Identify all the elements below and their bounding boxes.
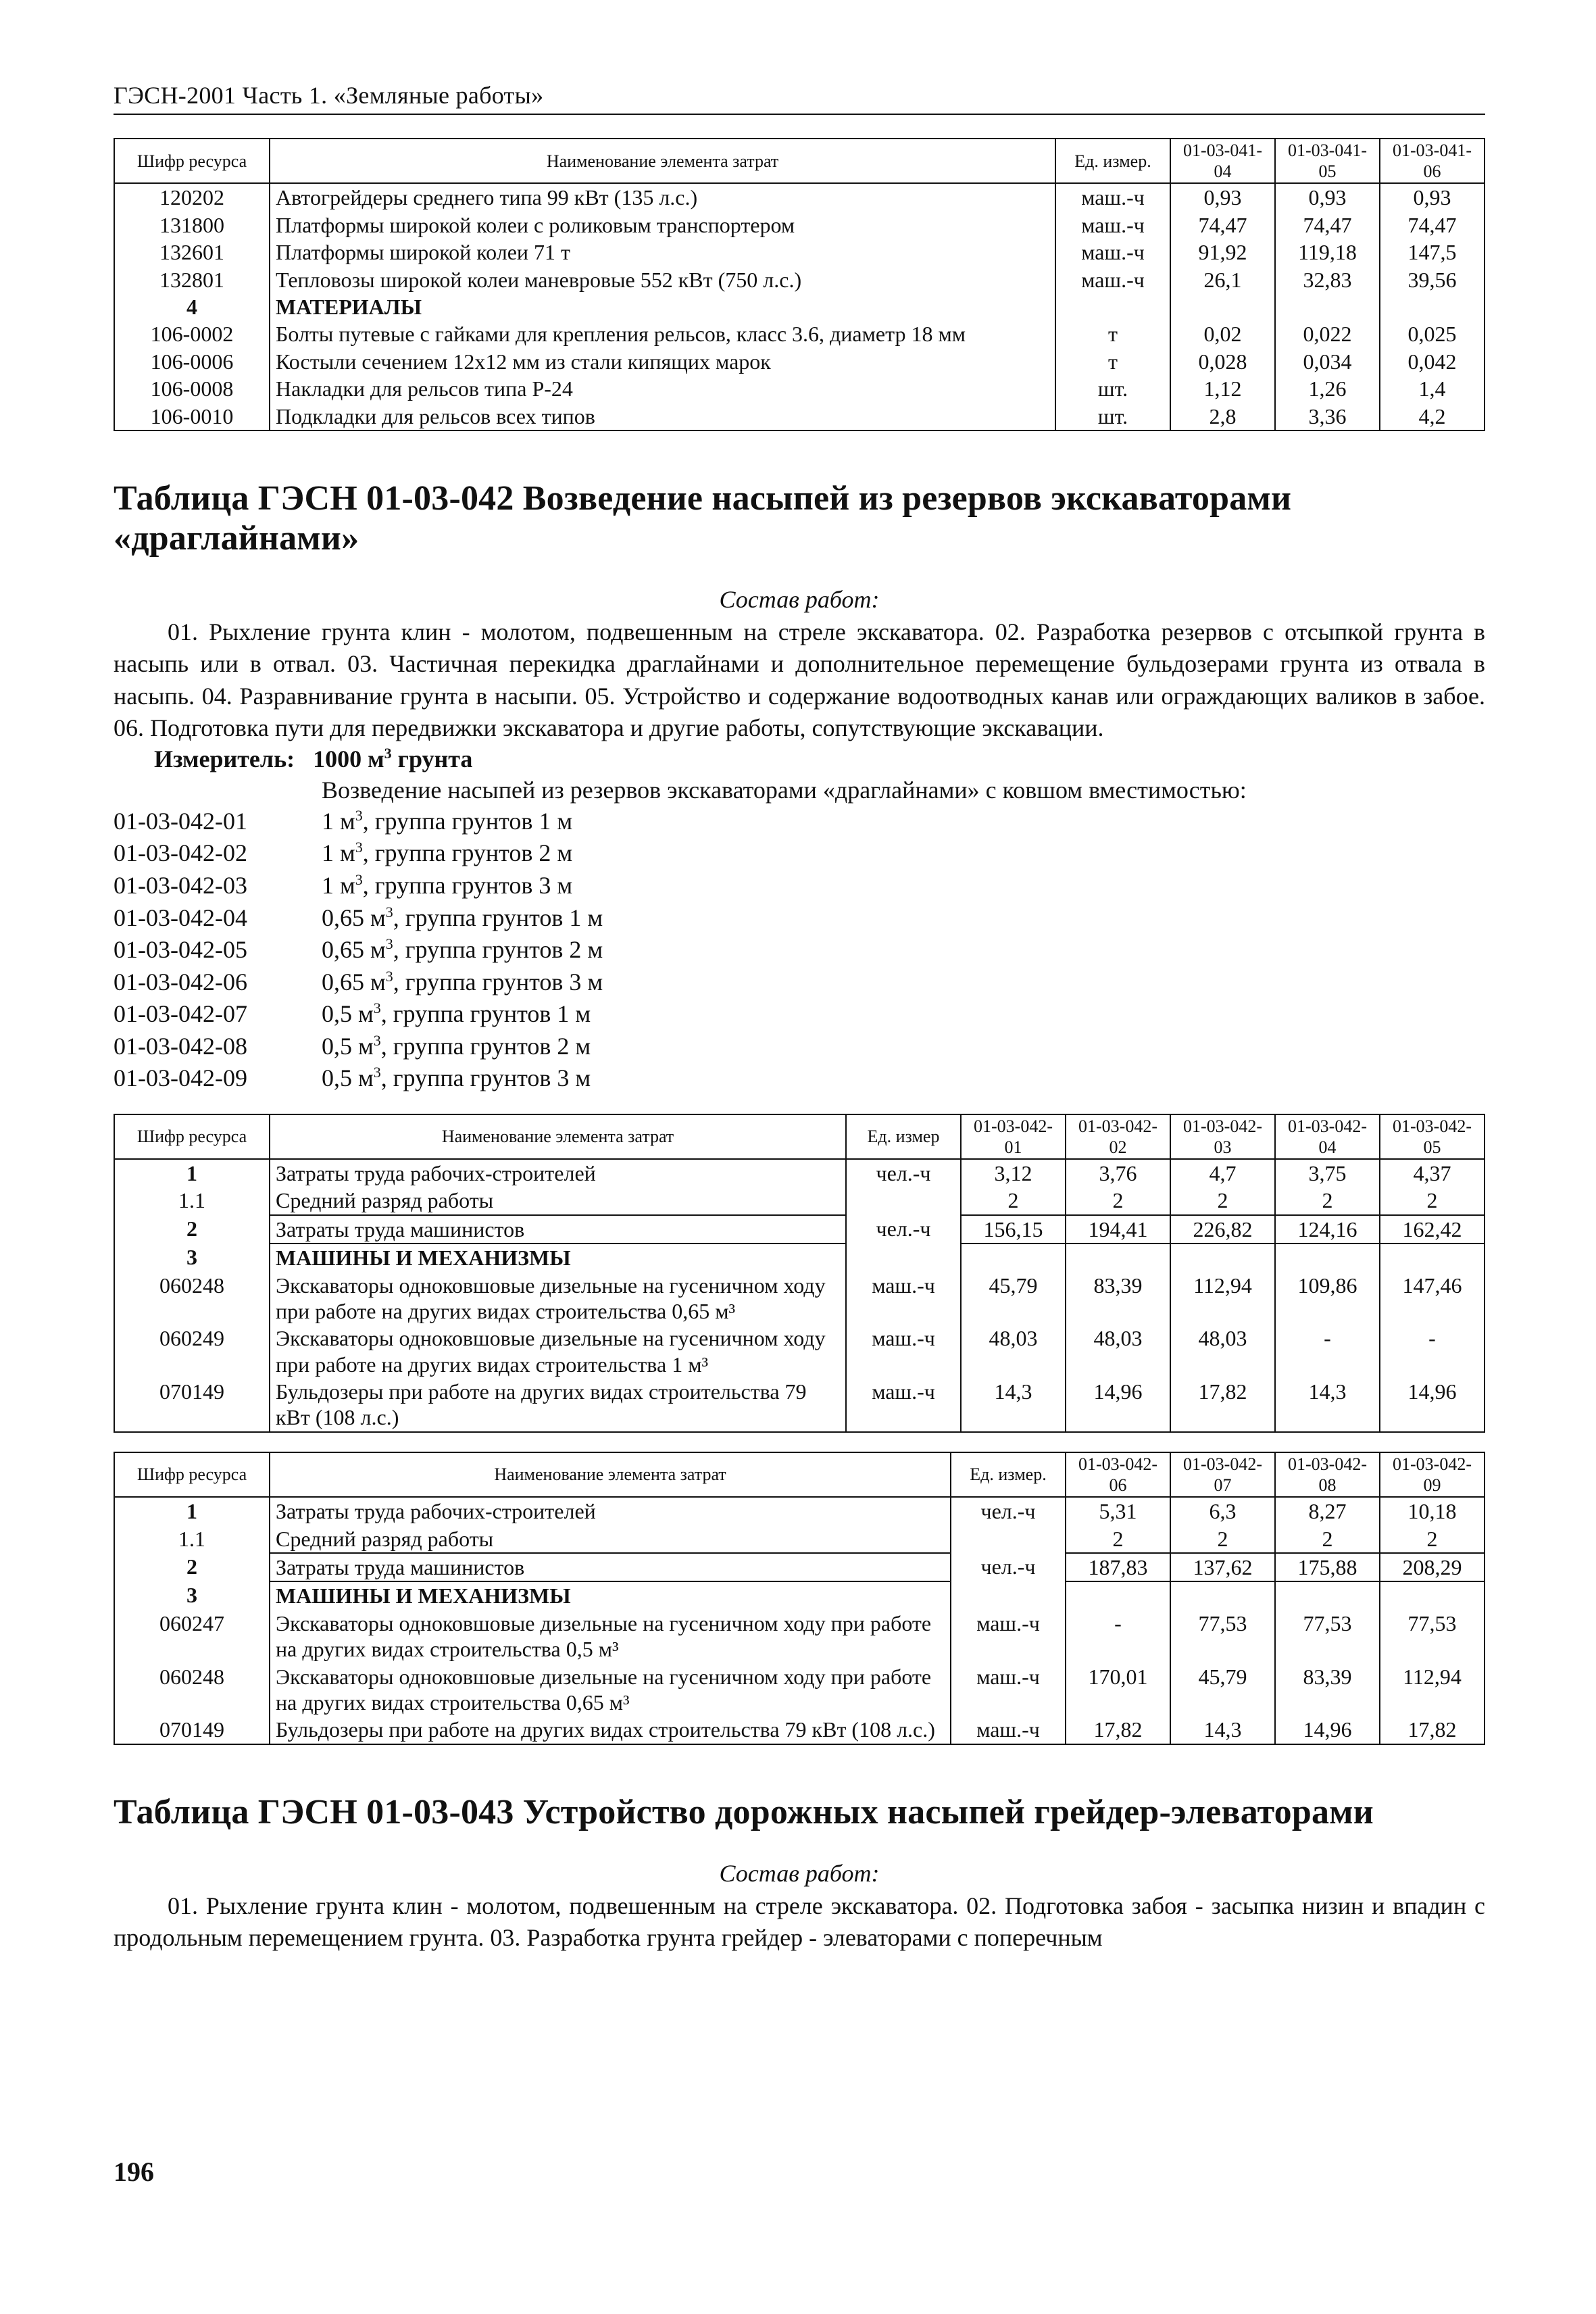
resource-value: 14,96 bbox=[1380, 1378, 1485, 1432]
norm-bucket: 1 м bbox=[322, 871, 355, 899]
table-row bbox=[114, 1244, 1485, 1271]
norm-description bbox=[322, 902, 603, 935]
resource-unit: маш.-ч bbox=[1055, 212, 1170, 239]
resource-value bbox=[1380, 293, 1485, 320]
resource-value: 175,88 bbox=[1275, 1553, 1380, 1581]
resource-code: 070149 bbox=[114, 1378, 270, 1432]
resource-value: 14,3 bbox=[1275, 1378, 1380, 1432]
resource-value: 2,8 bbox=[1170, 403, 1275, 430]
resource-value: 74,47 bbox=[1275, 212, 1380, 239]
norm-group: , группа грунтов 3 м bbox=[380, 1064, 591, 1092]
page-number: 196 bbox=[114, 2157, 154, 2187]
resource-name: Экскаваторы одноковшовые дизельные на гусеничном ходу при работе на других видах строительства 1 м³ bbox=[270, 1325, 846, 1378]
column-header: Шифр ресурса bbox=[114, 1114, 270, 1159]
norm-item bbox=[114, 902, 1485, 935]
resource-unit bbox=[951, 1525, 1066, 1553]
resource-code: 060248 bbox=[114, 1663, 270, 1717]
column-header: Наименование элемента затрат bbox=[270, 1114, 846, 1159]
resource-value: 0,042 bbox=[1380, 348, 1485, 375]
resource-unit: шт. bbox=[1055, 403, 1170, 430]
column-header: 01-03-042-05 bbox=[1380, 1114, 1485, 1159]
norm-description bbox=[322, 1062, 591, 1095]
resource-name: Бульдозеры при работе на других видах строительства 79 кВт (108 л.с.) bbox=[270, 1716, 951, 1744]
resource-value: 0,025 bbox=[1380, 320, 1485, 347]
table-row bbox=[114, 1497, 1485, 1525]
resource-unit bbox=[1055, 293, 1170, 320]
column-header: 01-03-042-08 bbox=[1275, 1452, 1380, 1497]
resource-value: 14,3 bbox=[1170, 1716, 1275, 1744]
table-row bbox=[114, 1159, 1485, 1187]
resource-value: 77,53 bbox=[1275, 1610, 1380, 1663]
table-row bbox=[114, 1325, 1485, 1378]
resource-value: 124,16 bbox=[1275, 1215, 1380, 1244]
resource-value: 91,92 bbox=[1170, 239, 1275, 266]
resource-value: 2 bbox=[1275, 1525, 1380, 1553]
norm-item bbox=[114, 998, 1485, 1031]
column-header: 01-03-042-01 bbox=[961, 1114, 1066, 1159]
norm-code: 01-03-042-01 bbox=[114, 807, 247, 835]
table-row bbox=[114, 1215, 1485, 1244]
column-header: 01-03-042-02 bbox=[1066, 1114, 1170, 1159]
table-row bbox=[114, 293, 1485, 320]
measure-value: 1000 м bbox=[313, 745, 384, 772]
resource-value bbox=[1066, 1581, 1170, 1609]
resource-value: 109,86 bbox=[1275, 1272, 1380, 1325]
column-header: 01-03-041-06 bbox=[1380, 139, 1485, 183]
resource-value: 2 bbox=[961, 1187, 1066, 1214]
resource-value: - bbox=[1066, 1610, 1170, 1663]
composition-label: Состав работ: bbox=[719, 1859, 880, 1887]
resource-code: 106-0002 bbox=[114, 320, 270, 347]
norm-description bbox=[322, 837, 572, 870]
resource-code: 1 bbox=[114, 1159, 270, 1187]
column-header: Наименование элемента затрат bbox=[270, 1452, 951, 1497]
resource-code: 060249 bbox=[114, 1325, 270, 1378]
resource-name: Затраты труда машинистов bbox=[270, 1553, 951, 1581]
measure bbox=[154, 745, 1485, 773]
norm-item bbox=[114, 870, 1485, 902]
resource-code: 3 bbox=[114, 1244, 270, 1271]
resource-table-041 bbox=[114, 138, 1485, 431]
norm-bucket: 0,65 м bbox=[322, 968, 386, 995]
norm-description bbox=[322, 966, 603, 999]
table-header-row bbox=[114, 1452, 1485, 1497]
table-row bbox=[114, 239, 1485, 266]
resource-unit: т bbox=[1055, 348, 1170, 375]
resource-unit: маш.-ч bbox=[846, 1272, 961, 1325]
column-header: Ед. измер. bbox=[1055, 139, 1170, 183]
resource-value bbox=[1275, 293, 1380, 320]
resource-value bbox=[1380, 1581, 1485, 1609]
resource-table-042-b bbox=[114, 1452, 1485, 1745]
table-042-title: Таблица ГЭСН 01-03-042 Возведение насыпей из резервов экскаваторами «драглайнами» bbox=[114, 478, 1292, 558]
resource-value: 2 bbox=[1066, 1525, 1170, 1553]
resource-name: Костыли сечением 12х12 мм из стали кипящих марок bbox=[270, 348, 1055, 375]
resource-value: 147,5 bbox=[1380, 239, 1485, 266]
resource-value: 17,82 bbox=[1066, 1716, 1170, 1744]
norm-code: 01-03-042-05 bbox=[114, 936, 247, 964]
resource-value: 1,12 bbox=[1170, 375, 1275, 402]
resource-value: 4,37 bbox=[1380, 1159, 1485, 1187]
table-row bbox=[114, 212, 1485, 239]
resource-value: 187,83 bbox=[1066, 1553, 1170, 1581]
resource-value: 39,56 bbox=[1380, 266, 1485, 293]
resource-code: 2 bbox=[114, 1215, 270, 1244]
column-header: Шифр ресурса bbox=[114, 1452, 270, 1497]
norm-bucket: 0,5 м bbox=[322, 1032, 374, 1060]
resource-code: 120202 bbox=[114, 183, 270, 211]
norm-description bbox=[322, 998, 591, 1031]
resource-name: Болты путевые с гайками для крепления рельсов, класс 3.6, диаметр 18 мм bbox=[270, 320, 1055, 347]
resource-value: 2 bbox=[1380, 1187, 1485, 1214]
resource-value: 2 bbox=[1275, 1187, 1380, 1214]
norm-group: , группа грунтов 3 м bbox=[362, 871, 573, 899]
resource-code: 060247 bbox=[114, 1610, 270, 1663]
norm-item bbox=[114, 1062, 1485, 1095]
resource-code: 132601 bbox=[114, 239, 270, 266]
resource-value: 2 bbox=[1170, 1525, 1275, 1553]
measure-tail: грунта bbox=[391, 745, 473, 772]
resource-name: Тепловозы широкой колеи маневровые 552 кВт (750 л.с.) bbox=[270, 266, 1055, 293]
resource-value: 17,82 bbox=[1380, 1716, 1485, 1744]
resource-value: 3,75 bbox=[1275, 1159, 1380, 1187]
resource-value: 1,26 bbox=[1275, 375, 1380, 402]
resource-value: 0,93 bbox=[1275, 183, 1380, 211]
resource-code: 106-0008 bbox=[114, 375, 270, 402]
resource-name: МАШИНЫ И МЕХАНИЗМЫ bbox=[270, 1244, 846, 1271]
table-row bbox=[114, 403, 1485, 430]
norm-sup: 3 bbox=[385, 967, 393, 985]
resource-code: 1.1 bbox=[114, 1187, 270, 1214]
items-list bbox=[114, 806, 1485, 1095]
norm-bucket: 0,5 м bbox=[322, 1064, 374, 1092]
resource-unit: чел.-ч bbox=[846, 1215, 961, 1244]
table-row bbox=[114, 1553, 1485, 1581]
resource-value: 8,27 bbox=[1275, 1497, 1380, 1525]
resource-value: 45,79 bbox=[1170, 1663, 1275, 1717]
resource-value: - bbox=[1380, 1325, 1485, 1378]
resource-value: 137,62 bbox=[1170, 1553, 1275, 1581]
resource-unit: маш.-ч bbox=[951, 1716, 1066, 1744]
norm-item bbox=[114, 1031, 1485, 1063]
resource-value: 2 bbox=[1066, 1187, 1170, 1214]
table-row bbox=[114, 266, 1485, 293]
resource-value: 194,41 bbox=[1066, 1215, 1170, 1244]
norm-code: 01-03-042-08 bbox=[114, 1032, 247, 1060]
column-header: 01-03-041-04 bbox=[1170, 139, 1275, 183]
resource-value: 14,3 bbox=[961, 1378, 1066, 1432]
norm-group: , группа грунтов 1 м bbox=[393, 904, 603, 931]
norm-sup: 3 bbox=[373, 1031, 381, 1049]
resource-name: Платформы широкой колеи 71 т bbox=[270, 239, 1055, 266]
table-043-title: Таблица ГЭСН 01-03-043 Устройство дорожных насыпей грейдер-элеваторами bbox=[114, 1792, 1374, 1831]
resource-code: 1.1 bbox=[114, 1525, 270, 1553]
resource-unit: т bbox=[1055, 320, 1170, 347]
norm-group: , группа грунтов 2 м bbox=[380, 1032, 591, 1060]
composition-label: Состав работ: bbox=[719, 585, 880, 613]
norm-sup: 3 bbox=[373, 1064, 381, 1081]
resource-value: 83,39 bbox=[1275, 1663, 1380, 1717]
resource-value bbox=[1380, 1244, 1485, 1271]
resource-value: 4,7 bbox=[1170, 1159, 1275, 1187]
resource-value: 3,76 bbox=[1066, 1159, 1170, 1187]
document-page bbox=[114, 81, 1485, 1954]
resource-value: 83,39 bbox=[1066, 1272, 1170, 1325]
resource-value bbox=[1170, 1244, 1275, 1271]
table-row bbox=[114, 1581, 1485, 1609]
resource-value: 162,42 bbox=[1380, 1215, 1485, 1244]
resource-name: Средний разряд работы bbox=[270, 1187, 846, 1214]
running-head: ГЭСН-2001 Часть 1. «Земляные работы» bbox=[114, 81, 1485, 115]
resource-table-042-a bbox=[114, 1114, 1485, 1433]
resource-value: 119,18 bbox=[1275, 239, 1380, 266]
resource-value bbox=[1275, 1581, 1380, 1609]
table-row bbox=[114, 348, 1485, 375]
resource-value: 112,94 bbox=[1380, 1663, 1485, 1717]
norm-description bbox=[322, 806, 572, 838]
column-header: Наименование элемента затрат bbox=[270, 139, 1055, 183]
norm-code: 01-03-042-03 bbox=[114, 871, 247, 899]
norm-sup: 3 bbox=[355, 839, 363, 856]
table-header-row bbox=[114, 1114, 1485, 1159]
table-row bbox=[114, 1610, 1485, 1663]
norm-sup: 3 bbox=[385, 935, 393, 953]
table-row bbox=[114, 1716, 1485, 1744]
resource-code: 4 bbox=[114, 293, 270, 320]
resource-name: Автогрейдеры среднего типа 99 кВт (135 л.с.) bbox=[270, 183, 1055, 211]
resource-code: 131800 bbox=[114, 212, 270, 239]
resource-value: 48,03 bbox=[1066, 1325, 1170, 1378]
resource-name: Экскаваторы одноковшовые дизельные на гусеничном ходу при работе на других видах строительства 0,5 м³ bbox=[270, 1610, 951, 1663]
norm-bucket: 0,65 м bbox=[322, 936, 386, 964]
resource-unit bbox=[951, 1581, 1066, 1609]
resource-unit: шт. bbox=[1055, 375, 1170, 402]
resource-value: 74,47 bbox=[1170, 212, 1275, 239]
table-row bbox=[114, 1663, 1485, 1717]
resource-unit: маш.-ч bbox=[846, 1378, 961, 1432]
resource-code: 132801 bbox=[114, 266, 270, 293]
resource-value bbox=[961, 1244, 1066, 1271]
resource-code: 060248 bbox=[114, 1272, 270, 1325]
resource-value: 4,2 bbox=[1380, 403, 1485, 430]
resource-value: 0,93 bbox=[1380, 183, 1485, 211]
resource-value: 2 bbox=[1380, 1525, 1485, 1553]
resource-value: 0,02 bbox=[1170, 320, 1275, 347]
resource-value bbox=[1170, 293, 1275, 320]
norm-code: 01-03-042-07 bbox=[114, 1000, 247, 1028]
column-header: 01-03-042-06 bbox=[1066, 1452, 1170, 1497]
resource-unit: маш.-ч bbox=[951, 1663, 1066, 1717]
resource-code: 1 bbox=[114, 1497, 270, 1525]
resource-name: Затраты труда машинистов bbox=[270, 1215, 846, 1244]
resource-value: 1,4 bbox=[1380, 375, 1485, 402]
norm-description bbox=[322, 934, 603, 966]
resource-value: 3,12 bbox=[961, 1159, 1066, 1187]
resource-value: 112,94 bbox=[1170, 1272, 1275, 1325]
resource-value: 0,028 bbox=[1170, 348, 1275, 375]
measure-label: Измеритель: bbox=[154, 745, 295, 772]
resource-name: Бульдозеры при работе на других видах строительства 79 кВт (108 л.с.) bbox=[270, 1378, 846, 1432]
resource-value: 45,79 bbox=[961, 1272, 1066, 1325]
resource-value: 2 bbox=[1170, 1187, 1275, 1214]
composition-text: 01. Рыхление грунта клин - молотом, подвешенным на стреле экскаватора. 02. Разработка резервов с отсыпкой грунта в насыпь или в отвал. 03. Частичная перекидка драглайнами и дополнительное перемещение бульдозерами грунта из отвала в насыпь. 04. Разравнивание грунта в насыпи. 05. Устройство и содержание водоотводных канав или ограждающих валиков в забое. 06. Подготовка пути для передвижки экскаватора и другие работы, сопутствующие экскавации. bbox=[114, 618, 1485, 742]
resource-value: 170,01 bbox=[1066, 1663, 1170, 1717]
resource-unit: маш.-ч bbox=[846, 1325, 961, 1378]
resource-value: 0,034 bbox=[1275, 348, 1380, 375]
norm-code: 01-03-042-02 bbox=[114, 839, 247, 867]
resource-value: 48,03 bbox=[1170, 1325, 1275, 1378]
resource-code: 070149 bbox=[114, 1716, 270, 1744]
resource-value: 14,96 bbox=[1275, 1716, 1380, 1744]
resource-value: 156,15 bbox=[961, 1215, 1066, 1244]
norm-group: , группа грунтов 3 м bbox=[393, 968, 603, 995]
table-row bbox=[114, 1272, 1485, 1325]
resource-name: МАТЕРИАЛЫ bbox=[270, 293, 1055, 320]
resource-value: 6,3 bbox=[1170, 1497, 1275, 1525]
resource-value: 3,36 bbox=[1275, 403, 1380, 430]
table-row bbox=[114, 320, 1485, 347]
norm-group: , группа грунтов 1 м bbox=[380, 1000, 591, 1028]
norm-item bbox=[114, 837, 1485, 870]
norm-bucket: 1 м bbox=[322, 807, 355, 835]
norm-sup: 3 bbox=[355, 806, 363, 824]
resource-unit: чел.-ч bbox=[951, 1553, 1066, 1581]
resource-value: 14,96 bbox=[1066, 1378, 1170, 1432]
resource-value: 77,53 bbox=[1170, 1610, 1275, 1663]
resource-code: 106-0010 bbox=[114, 403, 270, 430]
resource-value: 10,18 bbox=[1380, 1497, 1485, 1525]
resource-value: 226,82 bbox=[1170, 1215, 1275, 1244]
resource-value: 77,53 bbox=[1380, 1610, 1485, 1663]
norm-code: 01-03-042-04 bbox=[114, 904, 247, 931]
resource-unit bbox=[846, 1244, 961, 1271]
norm-description bbox=[322, 870, 572, 902]
resource-unit: маш.-ч bbox=[951, 1610, 1066, 1663]
resource-value: 208,29 bbox=[1380, 1553, 1485, 1581]
norm-code: 01-03-042-09 bbox=[114, 1064, 247, 1092]
norm-description bbox=[322, 1031, 591, 1063]
resource-name: Затраты труда рабочих-строителей bbox=[270, 1497, 951, 1525]
resource-name: Экскаваторы одноковшовые дизельные на гусеничном ходу при работе на других видах строительства 0,65 м³ bbox=[270, 1663, 951, 1717]
norm-sup: 3 bbox=[373, 1000, 381, 1017]
column-header: Ед. измер. bbox=[951, 1452, 1066, 1497]
resource-value bbox=[1066, 1244, 1170, 1271]
resource-name: Экскаваторы одноковшовые дизельные на гусеничном ходу при работе на других видах строительства 0,65 м³ bbox=[270, 1272, 846, 1325]
column-header: 01-03-042-03 bbox=[1170, 1114, 1275, 1159]
resource-unit: маш.-ч bbox=[1055, 266, 1170, 293]
norm-item bbox=[114, 934, 1485, 966]
measure-sup: 3 bbox=[384, 744, 392, 762]
resource-name: МАШИНЫ И МЕХАНИЗМЫ bbox=[270, 1581, 951, 1609]
resource-unit bbox=[846, 1187, 961, 1214]
table-row bbox=[114, 1525, 1485, 1553]
resource-code: 3 bbox=[114, 1581, 270, 1609]
resource-unit: маш.-ч bbox=[1055, 239, 1170, 266]
table-row bbox=[114, 1378, 1485, 1432]
composition-text: 01. Рыхление грунта клин - молотом, подвешенным на стреле экскаватора. 02. Подготовка забоя - засыпка низин и впадин с продольным перемещением грунта. 03. Разработка грунта грейдер - элеваторами с поперечным bbox=[114, 1892, 1485, 1952]
resource-unit: чел.-ч bbox=[846, 1159, 961, 1187]
resource-value: 26,1 bbox=[1170, 266, 1275, 293]
norm-item bbox=[114, 806, 1485, 838]
resource-name: Платформы широкой колеи с роликовым транспортером bbox=[270, 212, 1055, 239]
resource-value: 74,47 bbox=[1380, 212, 1485, 239]
norm-sup: 3 bbox=[355, 870, 363, 888]
column-header: 01-03-041-05 bbox=[1275, 139, 1380, 183]
table-header-row bbox=[114, 139, 1485, 183]
column-header: 01-03-042-09 bbox=[1380, 1452, 1485, 1497]
resource-value: 0,93 bbox=[1170, 183, 1275, 211]
table-row bbox=[114, 183, 1485, 211]
resource-value: 147,46 bbox=[1380, 1272, 1485, 1325]
norm-bucket: 1 м bbox=[322, 839, 355, 867]
norm-item bbox=[114, 966, 1485, 999]
column-header: 01-03-042-07 bbox=[1170, 1452, 1275, 1497]
resource-value: 48,03 bbox=[961, 1325, 1066, 1378]
resource-value: 5,31 bbox=[1066, 1497, 1170, 1525]
resource-name: Средний разряд работы bbox=[270, 1525, 951, 1553]
resource-value: - bbox=[1275, 1325, 1380, 1378]
resource-unit: чел.-ч bbox=[951, 1497, 1066, 1525]
norm-code: 01-03-042-06 bbox=[114, 968, 247, 995]
norm-group: , группа грунтов 2 м bbox=[362, 839, 573, 867]
column-header: Ед. измер bbox=[846, 1114, 961, 1159]
norm-bucket: 0,65 м bbox=[322, 904, 386, 931]
column-header: 01-03-042-04 bbox=[1275, 1114, 1380, 1159]
column-header: Шифр ресурса bbox=[114, 139, 270, 183]
norm-bucket: 0,5 м bbox=[322, 1000, 374, 1028]
resource-unit: маш.-ч bbox=[1055, 183, 1170, 211]
resource-code: 2 bbox=[114, 1553, 270, 1581]
table-row bbox=[114, 1187, 1485, 1214]
resource-value: 32,83 bbox=[1275, 266, 1380, 293]
resource-name: Затраты труда рабочих-строителей bbox=[270, 1159, 846, 1187]
resource-name: Накладки для рельсов типа Р-24 bbox=[270, 375, 1055, 402]
items-intro: Возведение насыпей из резервов экскаваторами «драглайнами» с ковшом вместимостью: bbox=[322, 776, 1247, 804]
norm-group: , группа грунтов 1 м bbox=[362, 807, 573, 835]
resource-value: 17,82 bbox=[1170, 1378, 1275, 1432]
resource-code: 106-0006 bbox=[114, 348, 270, 375]
norm-group: , группа грунтов 2 м bbox=[393, 936, 603, 964]
resource-value: 0,022 bbox=[1275, 320, 1380, 347]
resource-value bbox=[1170, 1581, 1275, 1609]
resource-name: Подкладки для рельсов всех типов bbox=[270, 403, 1055, 430]
resource-value bbox=[1275, 1244, 1380, 1271]
table-row bbox=[114, 375, 1485, 402]
norm-sup: 3 bbox=[385, 903, 393, 920]
